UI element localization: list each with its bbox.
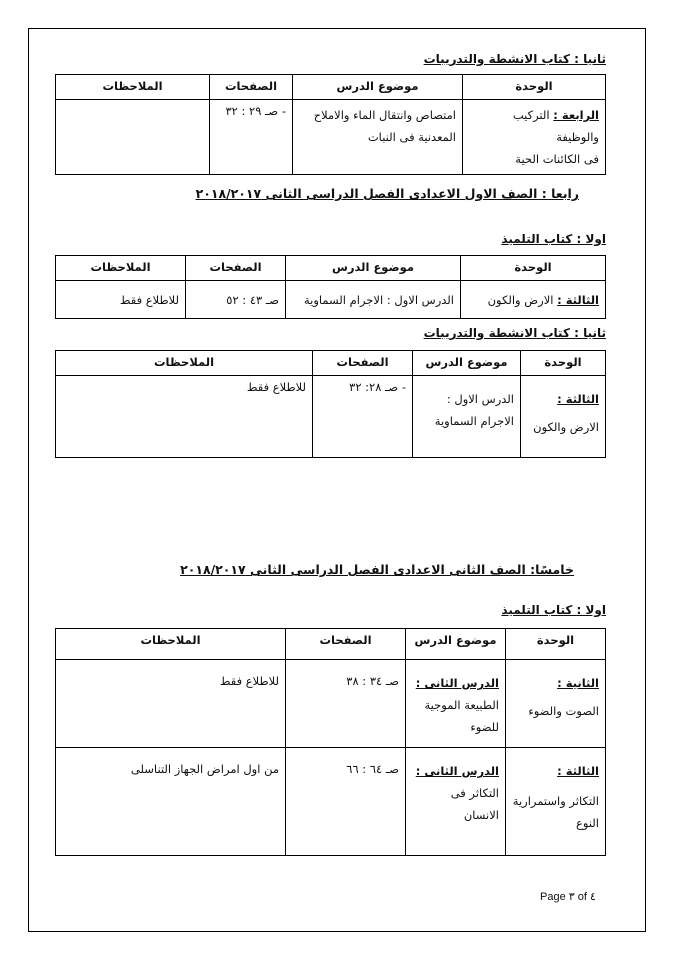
cell-unit: [506, 660, 606, 748]
cell-notes: للاطلاع فقط: [56, 660, 286, 748]
table-row: [56, 748, 606, 856]
cell-lesson: [293, 100, 463, 175]
cell-notes: [56, 100, 210, 175]
cell-notes: من اول امراض الجهاز التناسلى: [56, 748, 286, 856]
table-student-book-2: [55, 628, 606, 856]
unit-title: الثالثة :: [557, 764, 599, 778]
header-lesson: موضوع الدرس: [293, 75, 463, 100]
header-notes: الملاحظات: [56, 75, 210, 100]
cell-pages: صـ ٣٤ : ٣٨: [286, 660, 406, 748]
cell-unit: [461, 281, 606, 319]
header-lesson: موضوع الدرس: [413, 351, 521, 376]
cell-pages: صـ ٤٣ : ٥٢: [186, 281, 286, 319]
lesson-line1: امتصاص وانتقال الماء والاملاح: [313, 108, 456, 122]
section-heading-activities-2: ثانيا : كتاب الانشطة والتدريبات: [423, 326, 606, 340]
header-unit: الوحدة: [463, 75, 606, 100]
table-activities-1: [55, 74, 606, 175]
header-pages: الصفحات: [313, 351, 413, 376]
header-pages: الصفحات: [210, 75, 293, 100]
lesson-line2: الطبيعة الموجية: [424, 698, 499, 712]
lesson-line2: الاجرام السماوية: [434, 414, 514, 428]
lesson-line2: المعدنية فى النبات: [367, 130, 456, 144]
lesson-title: الدرس الثانى :: [415, 764, 499, 778]
cell-pages: - صـ ٢٨: ٣٢: [313, 376, 413, 458]
header-lesson: موضوع الدرس: [406, 629, 506, 660]
lesson-line1: الدرس الاول :: [446, 392, 514, 406]
table-activities-2: [55, 350, 606, 458]
cell-unit: [521, 376, 606, 458]
table-student-book-1: [55, 255, 606, 319]
cell-lesson: [406, 660, 506, 748]
section-heading-student-book-1: اولا : كتاب التلميذ: [501, 232, 606, 246]
header-pages: الصفحات: [286, 629, 406, 660]
header-notes: الملاحظات: [56, 256, 186, 281]
lesson-title: الدرس الثانى :: [415, 676, 499, 690]
section-heading-student-book-2: اولا : كتاب التلميذ: [501, 603, 606, 617]
section-title-fifth: خامسًا: الصف الثانى الاعدادى الفصل الدراسى الثانى ٢٠١٨/٢٠١٧: [180, 562, 574, 577]
table-row: [56, 100, 606, 175]
cell-lesson: الدرس الاول : الاجرام السماوية: [286, 281, 461, 319]
table-row: [56, 281, 606, 319]
unit-text-line3: النوع: [576, 816, 599, 830]
header-pages: الصفحات: [186, 256, 286, 281]
table-row: [56, 376, 606, 458]
cell-unit: [463, 100, 606, 175]
cell-notes: للاطلاع فقط: [56, 281, 186, 319]
cell-pages: صـ ٦٤ : ٦٦: [286, 748, 406, 856]
table-row: [56, 660, 606, 748]
unit-text: التكاثر واستمرارية: [512, 794, 599, 808]
unit-text: الارض والكون: [487, 292, 554, 307]
lesson-line3: للضوء: [470, 720, 499, 734]
cell-unit: [506, 748, 606, 856]
unit-text-line2: فى الكائنات الحية: [515, 152, 599, 166]
section-title-fourth: رابعا : الصف الاول الاعدادى الفصل الدراسى الثانى ٢٠١٨/٢٠١٧: [195, 186, 579, 201]
header-lesson: موضوع الدرس: [286, 256, 461, 281]
unit-text: التركيب والوظيفة: [512, 108, 599, 144]
unit-text: الارض والكون: [533, 420, 599, 434]
header-unit: الوحدة: [506, 629, 606, 660]
unit-title: الرابعة :: [553, 108, 599, 122]
header-unit: الوحدة: [461, 256, 606, 281]
cell-notes: للاطلاع فقط: [56, 376, 313, 458]
header-notes: الملاحظات: [56, 351, 313, 376]
page-number: Page ٣ of ٤: [540, 891, 596, 903]
unit-title: الثانية :: [557, 676, 599, 690]
header-notes: الملاحظات: [56, 629, 286, 660]
lesson-line2: التكاثر فى الانسان: [450, 786, 499, 822]
unit-title: الثالثة :: [557, 392, 599, 406]
cell-lesson: [413, 376, 521, 458]
section-heading-activities-1: ثانيا : كتاب الانشطة والتدريبات: [423, 52, 606, 66]
unit-title: الثالثة :: [557, 292, 599, 307]
cell-lesson: [406, 748, 506, 856]
header-unit: الوحدة: [521, 351, 606, 376]
unit-text: الصوت والضوء: [528, 704, 599, 718]
cell-pages: - صـ ٢٩ : ٣٢: [210, 100, 293, 175]
